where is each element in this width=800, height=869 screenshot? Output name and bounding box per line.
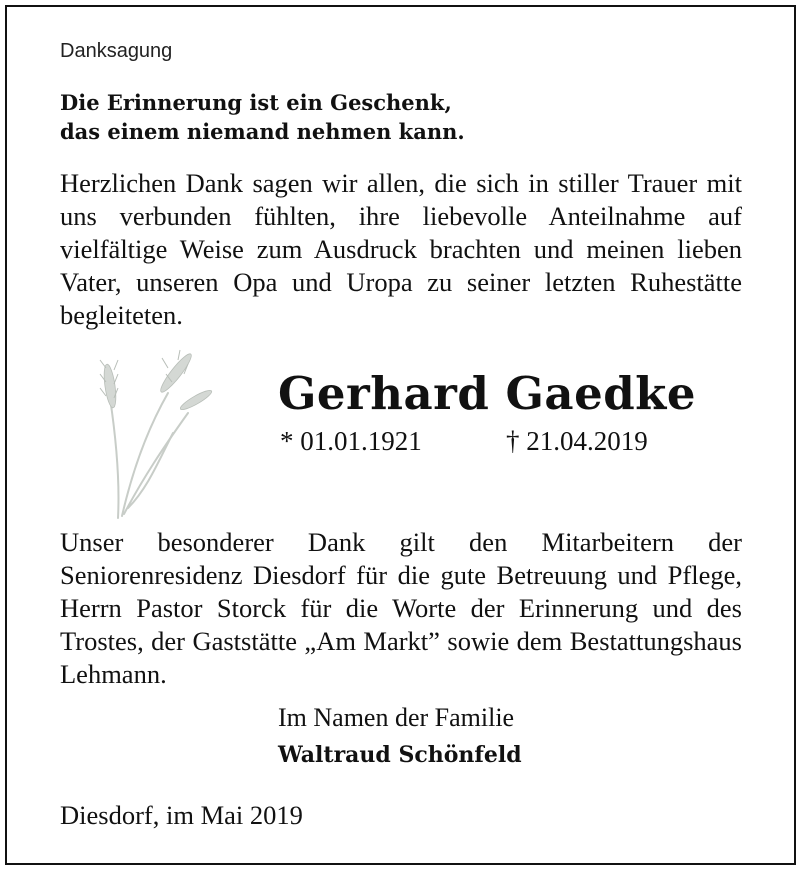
motto-line-2: das einem niemand nehmen kann. xyxy=(60,119,465,144)
notice-label: Danksagung xyxy=(60,40,173,62)
on-behalf-line: Im Namen der Familie xyxy=(278,703,515,732)
deceased-name: Gerhard Gaedke xyxy=(278,367,696,420)
special-thanks-paragraph: Unser besonderer Dank gilt den Mitarbeitern der Seniorenresidenz Diesdorf für die gute Betreuung und Pflege, Herrn Pastor Storck für die Worte der Erinnerung und des Trostes, der Gaststätte „Am Markt” sowie dem Bestattungshaus Lehmann. xyxy=(60,527,742,689)
death-date: † 21.04.2019 xyxy=(506,426,648,456)
birth-date: * 01.01.1921 xyxy=(280,426,422,456)
wheat-ears-icon xyxy=(88,338,218,523)
place-date: Diesdorf, im Mai 2019 xyxy=(60,800,303,830)
motto-line-1: Die Erinnerung ist ein Geschenk, xyxy=(60,90,452,115)
motto xyxy=(60,88,465,146)
signer-name: Waltraud Schönfeld xyxy=(278,742,522,768)
thanks-paragraph: Herzlichen Dank sagen wir allen, die sich in stiller Trauer mit uns verbunden fühlten, ihre liebevolle Anteilnahme auf vielfältige Weise zum Ausdruck brachten und meinen lieben Vater, unseren Opa und Uropa zu seiner letzten Ruhestätte begleiteten. xyxy=(60,168,742,330)
